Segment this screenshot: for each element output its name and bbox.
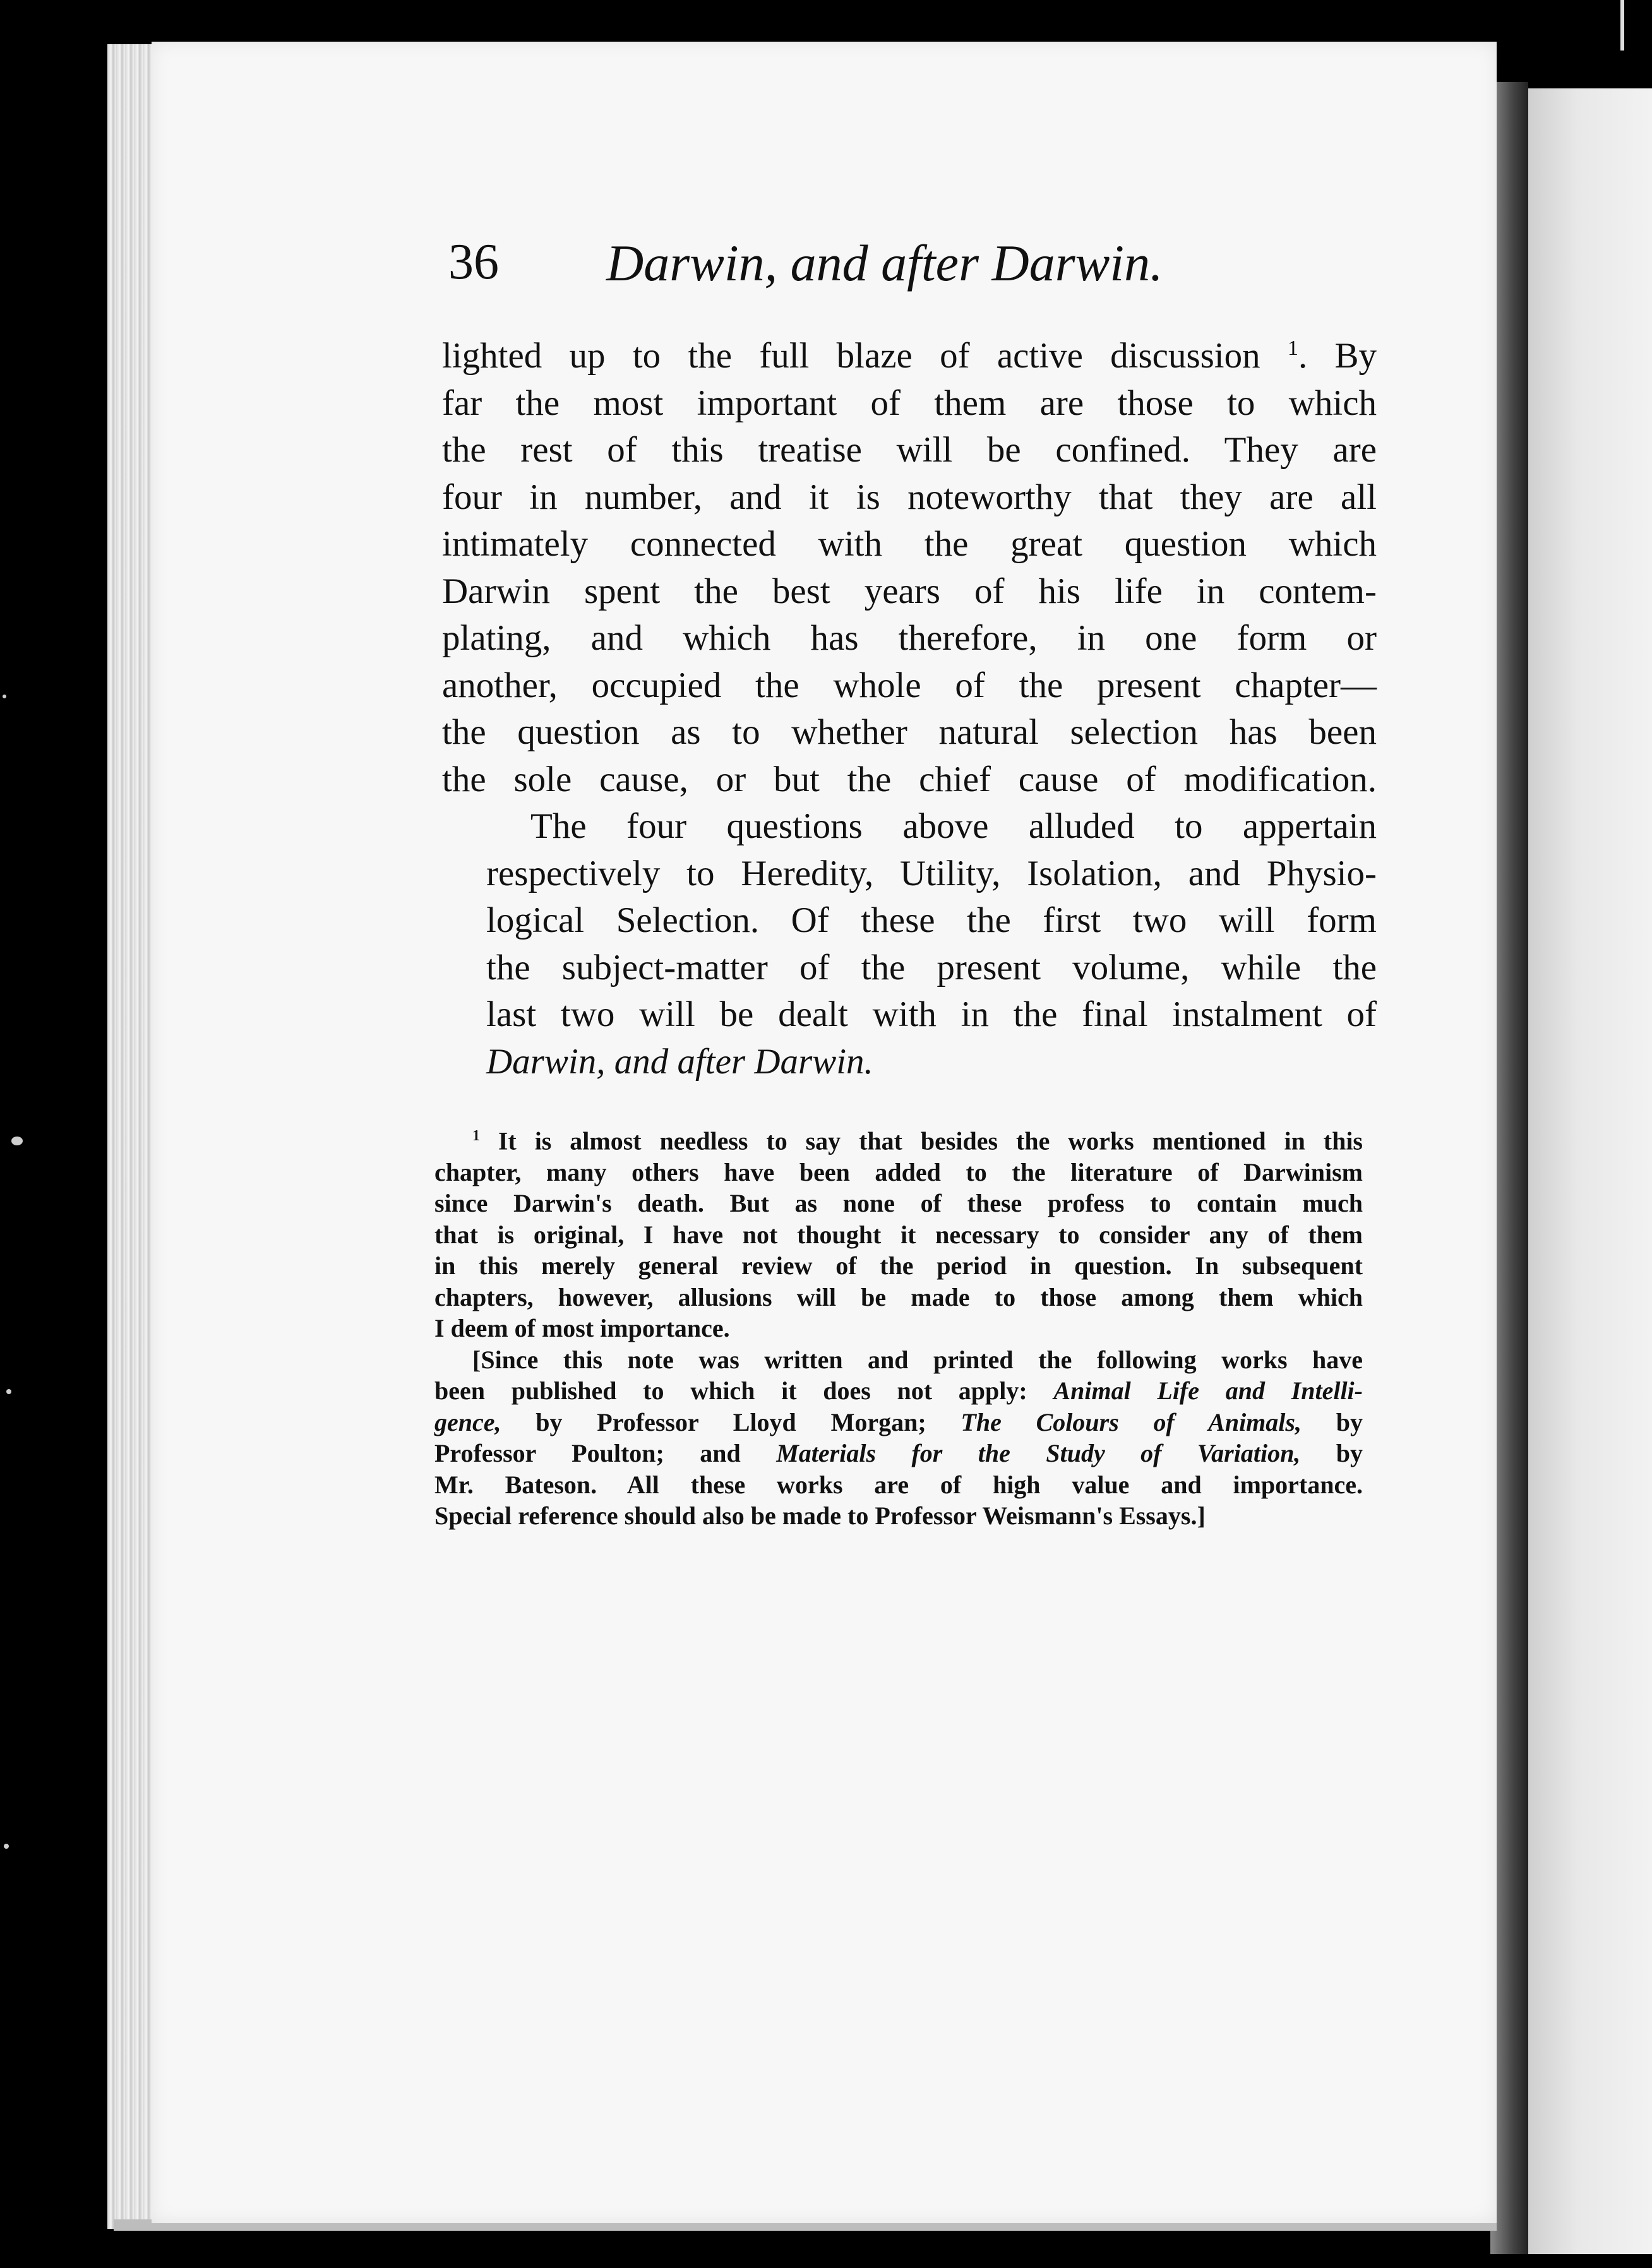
text-line: logical Selection. Of these the first two will form — [486, 900, 1377, 940]
text-line: another, occupied the whole of the present chapter— — [442, 665, 1377, 705]
footnote — [434, 1344, 1363, 1532]
text-line: lighted up to the full blaze of active discussion $^1$. By — [442, 336, 1377, 376]
page-header — [448, 234, 1244, 303]
footnote-line: [Since this note was written and printed the following works have — [472, 1345, 1363, 1374]
paragraph — [442, 803, 1377, 1085]
footnote-line: Professor Poulton; and Materials for the Study of Variation, by — [434, 1439, 1363, 1468]
text-line: respectively to Heredity, Utility, Isolation, and Physio- — [486, 853, 1377, 893]
footnote-line: Special reference should also be made to Professor Weismann's Essays.] — [434, 1501, 1206, 1531]
footnote-line: I deem of most importance. — [434, 1314, 730, 1343]
text-line: the question as to whether natural selection has been — [442, 712, 1377, 752]
facing-page-edge — [1528, 88, 1652, 2254]
text-line: the subject-matter of the present volume, while the — [486, 947, 1377, 988]
scan-speck — [6, 1389, 11, 1394]
text-line: last two will be dealt with in the final instalment of — [486, 994, 1377, 1034]
text-line: four in number, and it is noteworthy that they are all — [442, 477, 1377, 517]
text-line: Darwin spent the best years of his life in contem- — [442, 571, 1377, 611]
footnote-line: that is original, I have not thought it necessary to consider any of them — [434, 1220, 1363, 1249]
scan-speck — [11, 1137, 23, 1145]
running-title: Darwin, and after Darwin. — [606, 234, 1163, 292]
text-line: the rest of this treatise will be confined. They are — [442, 430, 1377, 470]
footnote-line: $^1$ It is almost needless to say that besides the works mentioned in this — [472, 1126, 1363, 1155]
text-line: Darwin, and after Darwin. — [486, 1041, 873, 1082]
text-line: The four questions above alluded to appertain — [530, 806, 1377, 846]
scan-artifact-mark — [1620, 0, 1624, 51]
footnote-line: Mr. Bateson. All these works are of high value and importance. — [434, 1470, 1363, 1499]
footnote-line: been published to which it does not apply: Animal Life and Intelli- — [434, 1376, 1363, 1406]
scan-speck — [3, 695, 6, 698]
footnote — [434, 1121, 1363, 1344]
paragraph — [442, 325, 1377, 803]
body-text — [442, 325, 1377, 1085]
footnote-line: chapter, many others have been added to the literature of Darwinism — [434, 1157, 1363, 1186]
page-number: 36 — [448, 234, 499, 290]
footnote-line: since Darwin's death. But as none of these profess to contain much — [434, 1189, 1363, 1218]
footnote-reference: 1 — [1287, 337, 1298, 360]
footnote-line: chapters, however, allusions will be made to those among them which — [434, 1282, 1363, 1311]
footnote-line: gence, by Professor Lloyd Morgan; The Colours of Animals, by — [434, 1407, 1363, 1436]
footnote-marker: 1 — [472, 1128, 480, 1144]
text-line: intimately connected with the great question which — [442, 524, 1377, 564]
scan-speck — [4, 1844, 9, 1849]
footnote-line: in this merely general review of the period in question. In subsequent — [434, 1251, 1363, 1280]
text-line: the sole cause, or but the chief cause of modification. — [442, 759, 1377, 799]
text-line: plating, and which has therefore, in one form or — [442, 618, 1377, 658]
footnotes — [434, 1121, 1363, 1532]
text-line: far the most important of them are those to which — [442, 383, 1377, 423]
